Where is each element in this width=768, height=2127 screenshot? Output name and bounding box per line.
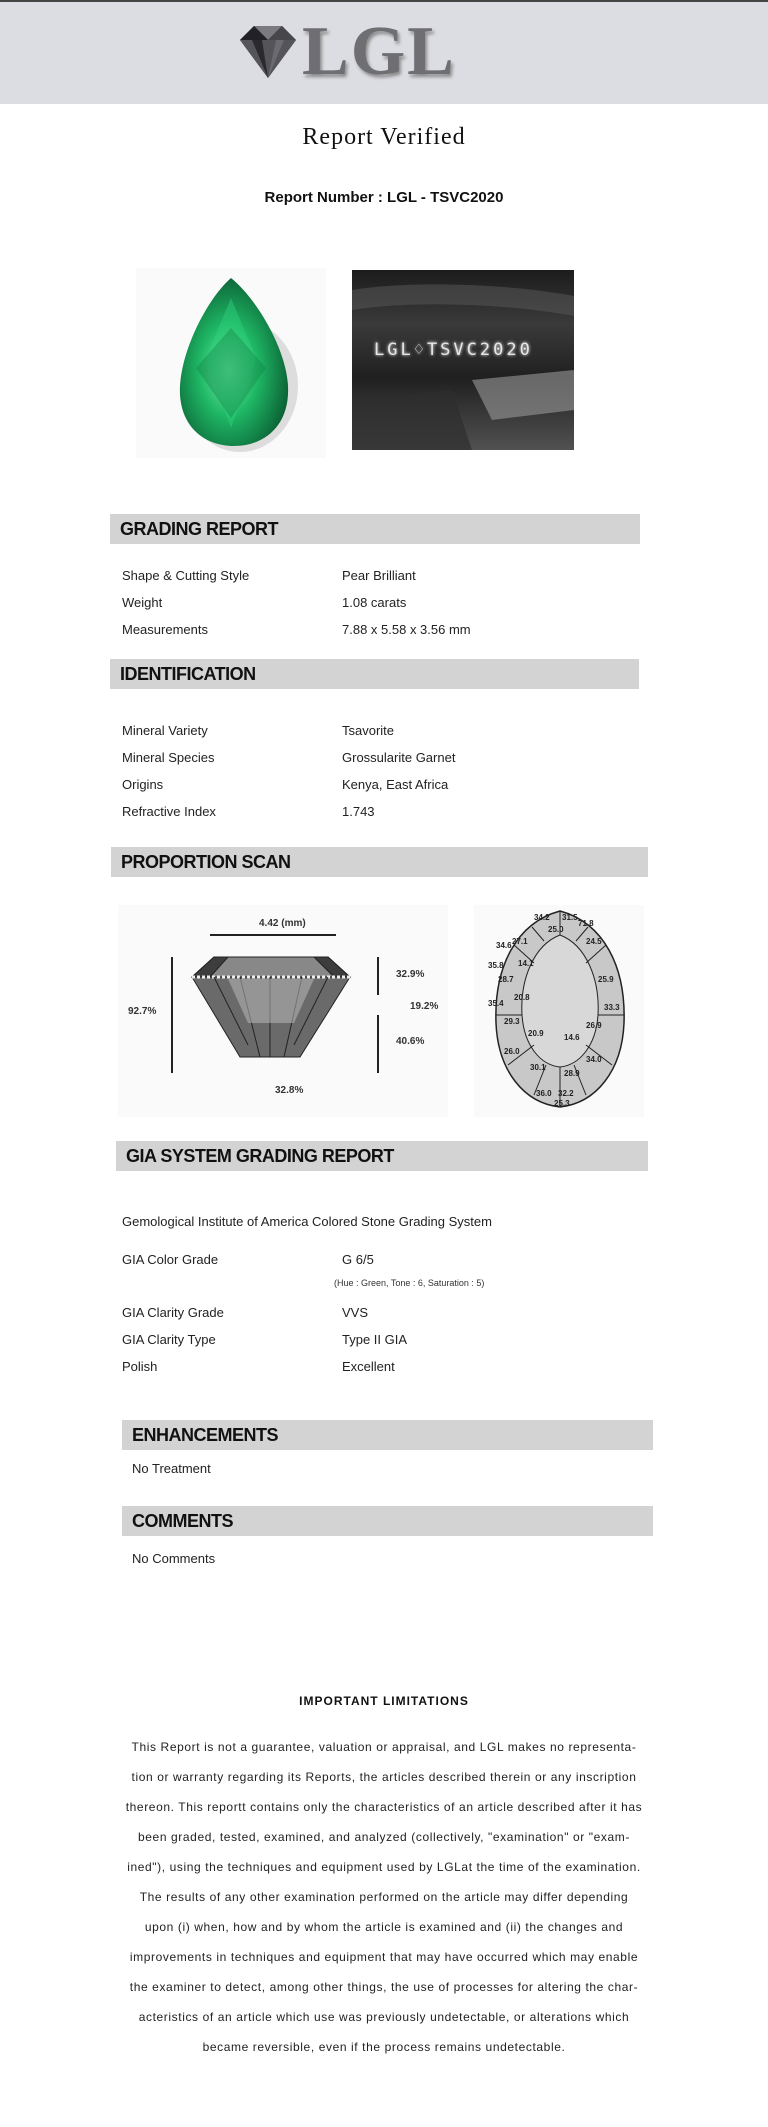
facet-value: 29.3 bbox=[504, 1017, 520, 1026]
limitations-line: been graded, tested, examined, and analyzed (collectively, "examination" or "exam- bbox=[138, 1830, 630, 1844]
proportion-scan-heading: PROPORTION SCAN bbox=[111, 847, 648, 877]
gia-clarity-type-value: Type II GIA bbox=[342, 1332, 408, 1347]
limitations-line: became reversible, even if the process remains undetectable. bbox=[202, 2040, 566, 2054]
grading-report-heading: GRADING REPORT bbox=[110, 514, 640, 544]
origins-label: Origins bbox=[122, 777, 164, 792]
measurements-value: 7.88 x 5.58 x 3.56 mm bbox=[342, 622, 471, 637]
facet-value: 28.9 bbox=[564, 1069, 580, 1078]
gia-grading-heading: GIA SYSTEM GRADING REPORT bbox=[116, 1141, 648, 1171]
enhancements-heading: ENHANCEMENTS bbox=[122, 1420, 653, 1450]
facet-value: 36.0 bbox=[536, 1089, 552, 1098]
facet-value: 30.1 bbox=[530, 1063, 546, 1072]
inscription-text: LGL♢TSVC2020 bbox=[374, 340, 533, 360]
gia-clarity-grade-value: VVS bbox=[342, 1305, 369, 1320]
shape-value: Pear Brilliant bbox=[342, 568, 416, 583]
facet-value: 32.2 bbox=[558, 1089, 574, 1098]
weight-value: 1.08 carats bbox=[342, 595, 407, 610]
diamond-icon bbox=[232, 22, 302, 82]
facet-value: 34.6 bbox=[496, 941, 512, 950]
limitations-line: acteristics of an article which use was previously undetectable, or alterations which bbox=[138, 2010, 630, 2024]
facet-value: 35.8 bbox=[488, 961, 504, 970]
limitations-body bbox=[116, 1732, 652, 2062]
facet-value: 26.9 bbox=[586, 1021, 602, 1030]
facet-value: 31.5 bbox=[562, 913, 578, 922]
limitations-line: This Report is not a guarantee, valuation or appraisal, and LGL makes no representa- bbox=[131, 1740, 637, 1754]
mineral-species-label: Mineral Species bbox=[122, 750, 215, 765]
facet-value: 34.0 bbox=[586, 1055, 602, 1064]
polish-label: Polish bbox=[122, 1359, 158, 1374]
enhancements-text: No Treatment bbox=[132, 1461, 211, 1476]
logo-text: LGL bbox=[302, 13, 456, 90]
table-percentage: 32.8% bbox=[275, 1085, 304, 1096]
report-number: Report Number : LGL - TSVC2020 bbox=[264, 189, 504, 206]
top-facet-diagram bbox=[474, 905, 644, 1117]
limitations-line: tion or warranty regarding its Reports, the articles described therein or any inscription bbox=[131, 1770, 637, 1784]
crown-percentage: 32.9% bbox=[396, 969, 425, 980]
mineral-variety-value: Tsavorite bbox=[342, 723, 395, 738]
facet-value: 27.1 bbox=[512, 937, 528, 946]
measurements-label: Measurements bbox=[122, 622, 208, 637]
shape-label: Shape & Cutting Style bbox=[122, 568, 250, 583]
facet-value: 28.7 bbox=[498, 975, 514, 984]
side-profile-diagram bbox=[118, 905, 448, 1117]
limitations-line: the examiner to detect, among other things, the use of processes for altering the char- bbox=[129, 1980, 639, 1994]
facet-value: 71.8 bbox=[578, 919, 594, 928]
facet-value: 14.6 bbox=[564, 1033, 580, 1042]
origins-value: Kenya, East Africa bbox=[342, 777, 449, 792]
gia-color-grade-label: GIA Color Grade bbox=[122, 1252, 219, 1267]
facet-value: 26.0 bbox=[504, 1047, 520, 1056]
gia-color-grade-value: G 6/5 bbox=[342, 1252, 374, 1267]
limitations-line: improvements in techniques and equipment that may have occurred which may enable bbox=[129, 1950, 639, 1964]
facet-value: 25.9 bbox=[598, 975, 614, 984]
refractive-index-value: 1.743 bbox=[342, 804, 375, 819]
facet-value: 35.4 bbox=[488, 999, 504, 1008]
mineral-variety-label: Mineral Variety bbox=[122, 723, 208, 738]
limitations-line: upon (i) when, how and by whom the article is examined and (ii) the changes and bbox=[144, 1920, 624, 1934]
mineral-species-value: Grossularite Garnet bbox=[342, 750, 456, 765]
facet-value: 24.5 bbox=[586, 937, 602, 946]
identification-heading: IDENTIFICATION bbox=[110, 659, 639, 689]
limitations-line: thereon. This reportt contains only the characteristics of an article described after it has bbox=[125, 1800, 643, 1814]
facet-value: 14.1 bbox=[518, 959, 534, 968]
gemstone-image bbox=[136, 268, 326, 458]
facet-value: 33.3 bbox=[604, 1003, 620, 1012]
width-label: 4.42 (mm) bbox=[259, 918, 306, 929]
facet-value: 20.8 bbox=[514, 993, 530, 1002]
page-title: Report Verified bbox=[302, 124, 466, 150]
facet-value: 20.9 bbox=[528, 1029, 544, 1038]
pavilion-percentage: 40.6% bbox=[396, 1036, 425, 1047]
comments-text: No Comments bbox=[132, 1551, 216, 1566]
depth-percentage: 92.7% bbox=[128, 1006, 157, 1017]
weight-label: Weight bbox=[122, 595, 163, 610]
gia-color-note: (Hue : Green, Tone : 6, Saturation : 5) bbox=[334, 1278, 485, 1288]
refractive-index-label: Refractive Index bbox=[122, 804, 216, 819]
limitations-heading: IMPORTANT LIMITATIONS bbox=[299, 1694, 469, 1708]
lgl-logo bbox=[232, 13, 492, 90]
header-banner bbox=[0, 0, 768, 104]
facet-value: 25.0 bbox=[548, 925, 564, 934]
polish-value: Excellent bbox=[342, 1359, 395, 1374]
limitations-line: The results of any other examination performed on the article may differ depending bbox=[139, 1890, 629, 1904]
facet-value: 34.2 bbox=[534, 913, 550, 922]
comments-heading: COMMENTS bbox=[122, 1506, 653, 1536]
girdle-percentage: 19.2% bbox=[410, 1001, 439, 1012]
facet-value: 25.3 bbox=[554, 1099, 570, 1108]
gia-system-description: Gemological Institute of America Colored Stone Grading System bbox=[122, 1214, 492, 1229]
laser-inscription-image bbox=[352, 270, 574, 450]
gia-clarity-grade-label: GIA Clarity Grade bbox=[122, 1305, 224, 1320]
gia-clarity-type-label: GIA Clarity Type bbox=[122, 1332, 216, 1347]
limitations-line: ined"), using the techniques and equipment used by LGLat the time of the examination. bbox=[127, 1860, 641, 1874]
